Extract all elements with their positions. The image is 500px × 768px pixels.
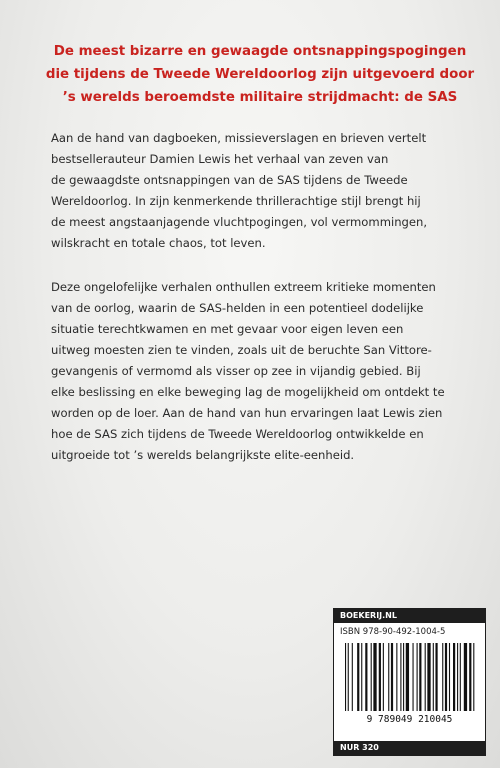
- barcode-bar: [464, 643, 467, 711]
- paragraph-line: de gewaagdste ontsnappingen van de SAS tijdens de Tweede: [51, 173, 408, 187]
- paragraph-line: uitgroeide tot ’s werelds belangrijkste elite-eenheid.: [51, 448, 355, 462]
- nur-label: NUR 320: [334, 741, 485, 755]
- paragraph-line: hoe de SAS zich tijdens de Tweede Wereldoorlog ontwikkelde en: [51, 427, 424, 441]
- barcode-bar: [388, 643, 389, 711]
- barcode-bar: [352, 643, 353, 711]
- paragraph-line: wilskracht en totale chaos, tot leven.: [51, 236, 266, 250]
- barcode-bar: [361, 643, 362, 711]
- barcode-bar: [406, 643, 409, 711]
- barcode-bar: [383, 643, 384, 711]
- intro-paragraph: [51, 128, 466, 254]
- barcode-bar: [345, 643, 346, 711]
- paragraph-line: Wereldoorlog. In zijn kenmerkende thrillerachtige stijl brengt hij: [51, 194, 421, 208]
- barcode-bar: [379, 643, 381, 711]
- barcode-bar: [365, 643, 367, 711]
- paragraph-line: uitweg moesten zien te vinden, zoals uit de beruchte San Vittore-: [51, 343, 432, 357]
- barcode-bar: [396, 643, 397, 711]
- barcode-bar: [413, 643, 414, 711]
- barcode-bar: [417, 643, 418, 711]
- barcode-bar: [460, 643, 461, 711]
- headline-line: ’s werelds beroemdste militaire strijdmacht: de SAS: [62, 90, 458, 105]
- barcode-bar: [469, 643, 471, 711]
- barcode-bar: [427, 643, 430, 711]
- headline-line: die tijdens de Tweede Wereldoorlog zijn uitgevoerd door: [45, 67, 475, 82]
- barcode-bar: [371, 643, 372, 711]
- barcode-bar: [403, 643, 404, 711]
- barcode-bar: [442, 643, 443, 711]
- barcode-bar: [373, 643, 376, 711]
- barcode-bar: [473, 643, 474, 711]
- barcode-icon: [339, 641, 480, 725]
- barcode-bar: [425, 643, 426, 711]
- publisher-url: BOEKERIJ.NL: [334, 609, 485, 623]
- barcode-bar: [391, 643, 393, 711]
- barcode-bar: [400, 643, 401, 711]
- paragraph-line: situatie terechtkwamen en met gevaar voor eigen leven een: [51, 322, 404, 336]
- barcode-bar: [435, 643, 437, 711]
- barcode-bar: [445, 643, 447, 711]
- barcode-bar: [357, 643, 359, 711]
- paragraph-line: gevangenis of vermomd als visser op zee in vijandig gebied. Bij: [51, 364, 421, 378]
- headline: [40, 40, 480, 109]
- headline-line: De meest bizarre en gewaagde ontsnappingspogingen: [53, 44, 467, 59]
- isbn-label: ISBN 978-90-492-1004-5: [340, 627, 446, 637]
- barcode-bar: [419, 643, 421, 711]
- paragraph-line: worden op de loer. Aan de hand van hun ervaringen laat Lewis zien: [51, 406, 443, 420]
- paragraph-line: bestsellerauteur Damien Lewis het verhaal van zeven van: [51, 152, 389, 166]
- barcode-bar: [449, 643, 450, 711]
- barcode-bar: [453, 643, 455, 711]
- barcode-digits: 9 789049 210045: [366, 714, 453, 725]
- barcode-bar: [457, 643, 458, 711]
- barcode-box: [333, 608, 486, 756]
- paragraph-line: elke beslissing en elke beweging lag de mogelijkheid om ontdekt te: [51, 385, 445, 399]
- body-paragraph: [51, 277, 466, 466]
- paragraph-line: van de oorlog, waarin de SAS-helden in een potentieel dodelijke: [51, 301, 424, 315]
- paragraph-line: de meest angstaanjagende vluchtpogingen, vol vermommingen,: [51, 215, 428, 229]
- barcode-bar: [433, 643, 434, 711]
- paragraph-line: Deze ongelofelijke verhalen onthullen extreem kritieke momenten: [51, 280, 436, 294]
- barcode-bar: [348, 643, 349, 711]
- paragraph-line: Aan de hand van dagboeken, missieverslagen en brieven vertelt: [51, 131, 427, 145]
